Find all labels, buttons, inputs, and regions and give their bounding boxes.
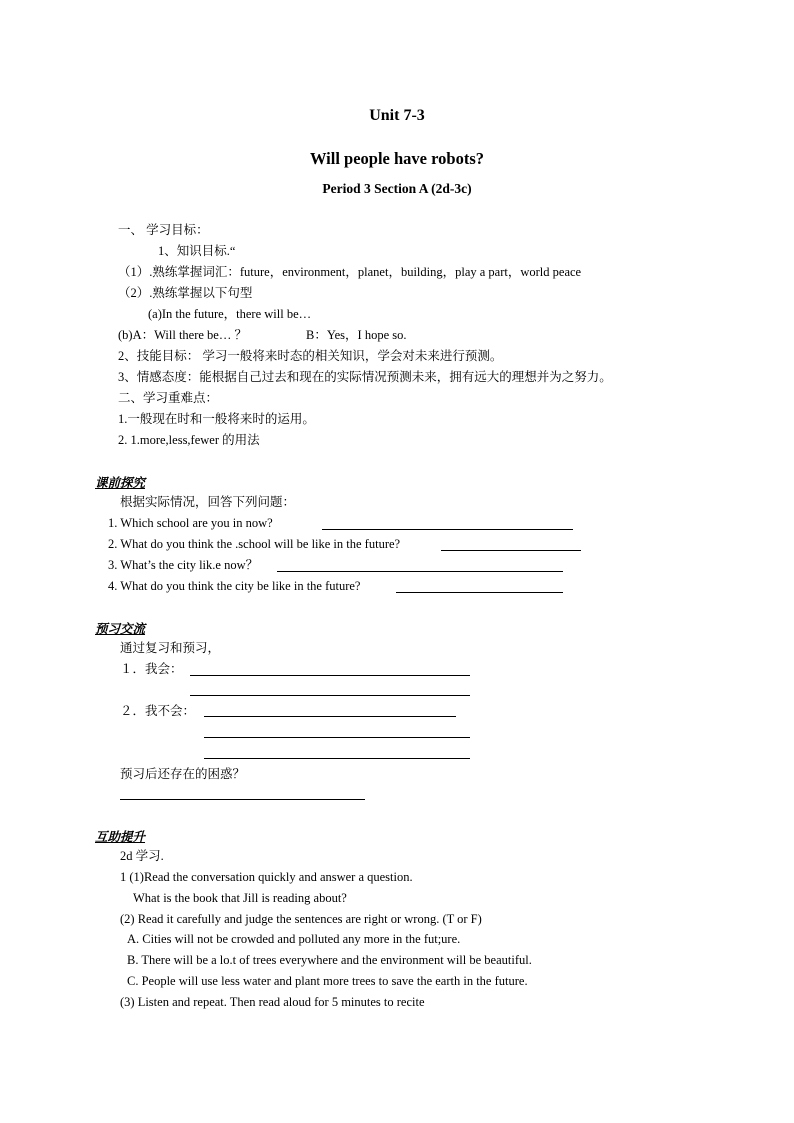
answer-line-2[interactable] <box>441 550 581 551</box>
key-points-heading: 二、学习重难点： <box>118 391 219 405</box>
cannot-line-1[interactable] <box>204 716 456 717</box>
answer-line-4[interactable] <box>396 592 563 593</box>
help-line-2: 1 (1)Read the conversation quickly and answer a question. <box>120 870 413 884</box>
answer-line-1[interactable] <box>322 529 573 530</box>
puzzle-label: 预习后还存在的困惑？ <box>120 767 246 781</box>
statement-a: A. Cities will not be crowded and polluted any more in the fut;ure. <box>127 932 461 946</box>
key-point-2: 2. 1.more,less,fewer 的用法 <box>118 433 260 447</box>
question-2: 2. What do you think the .school will be like in the future? <box>108 537 401 551</box>
puzzle-line[interactable] <box>120 799 365 800</box>
pattern-goal: （2）.熟练掌握以下句型 <box>118 286 253 300</box>
can-label: １．我会： <box>120 662 183 676</box>
cannot-label: ２．我不会： <box>120 704 196 718</box>
help-line-8: (3) Listen and repeat. Then read aloud for 5 minutes to recite <box>120 995 425 1009</box>
exchange-heading: 预习交流 <box>95 622 146 636</box>
knowledge-goal: 1、知识目标.“ <box>158 244 236 258</box>
help-line-1: 2d 学习. <box>120 849 164 863</box>
attitude-goal: 3、情感态度：能根据自己过去和现在的实际情况预测未来，拥有远大的理想并为之努力。 <box>118 370 612 384</box>
answer-line-3[interactable] <box>277 571 563 572</box>
can-line-1[interactable] <box>190 675 470 676</box>
cannot-line-2[interactable] <box>204 737 470 738</box>
period-subtitle: Period 3 Section A (2d-3c) <box>322 181 472 196</box>
pattern-a: (a)In the future，there will be… <box>148 307 312 321</box>
question-3: 3. What’s the city lik.e now？ <box>108 558 259 572</box>
statement-c: C. People will use less water and plant more trees to save the earth in the future. <box>127 974 528 988</box>
unit-title: Unit 7-3 <box>369 107 425 124</box>
preview-intro: 根据实际情况，回答下列问题： <box>120 495 296 509</box>
help-heading: 互助提升 <box>95 830 146 844</box>
skill-goal: 2、技能目标： 学习一般将来时态的相关知识，学会对未来进行预测。 <box>118 349 503 363</box>
help-line-4: (2) Read it carefully and judge the sentences are right or wrong. (T or F) <box>120 912 482 926</box>
exchange-intro: 通过复习和预习， <box>120 641 221 655</box>
can-line-2[interactable] <box>190 695 470 696</box>
pattern-b-answer: B：Yes，I hope so. <box>306 328 407 342</box>
key-point-1: 1.一般现在时和一般将来时的运用。 <box>118 412 315 426</box>
statement-b: B. There will be a lo.t of trees everywhere and the environment will be beautiful. <box>127 953 532 967</box>
pattern-b-question: (b)A：Will there be… ？ <box>118 328 247 342</box>
vocab-goal: （1）.熟练掌握词汇：future，environment，planet，building，play a part，world peace <box>118 265 582 279</box>
lesson-title: Will people have robots? <box>309 149 485 168</box>
question-1: 1. Which school are you in now? <box>108 516 273 530</box>
cannot-line-3[interactable] <box>204 758 470 759</box>
question-4: 4. What do you think the city be like in the future? <box>108 579 361 593</box>
preview-heading: 课前探究 <box>95 476 146 490</box>
goals-heading: 一、 学习目标： <box>118 223 209 237</box>
help-line-3: What is the book that Jill is reading about? <box>133 891 347 905</box>
